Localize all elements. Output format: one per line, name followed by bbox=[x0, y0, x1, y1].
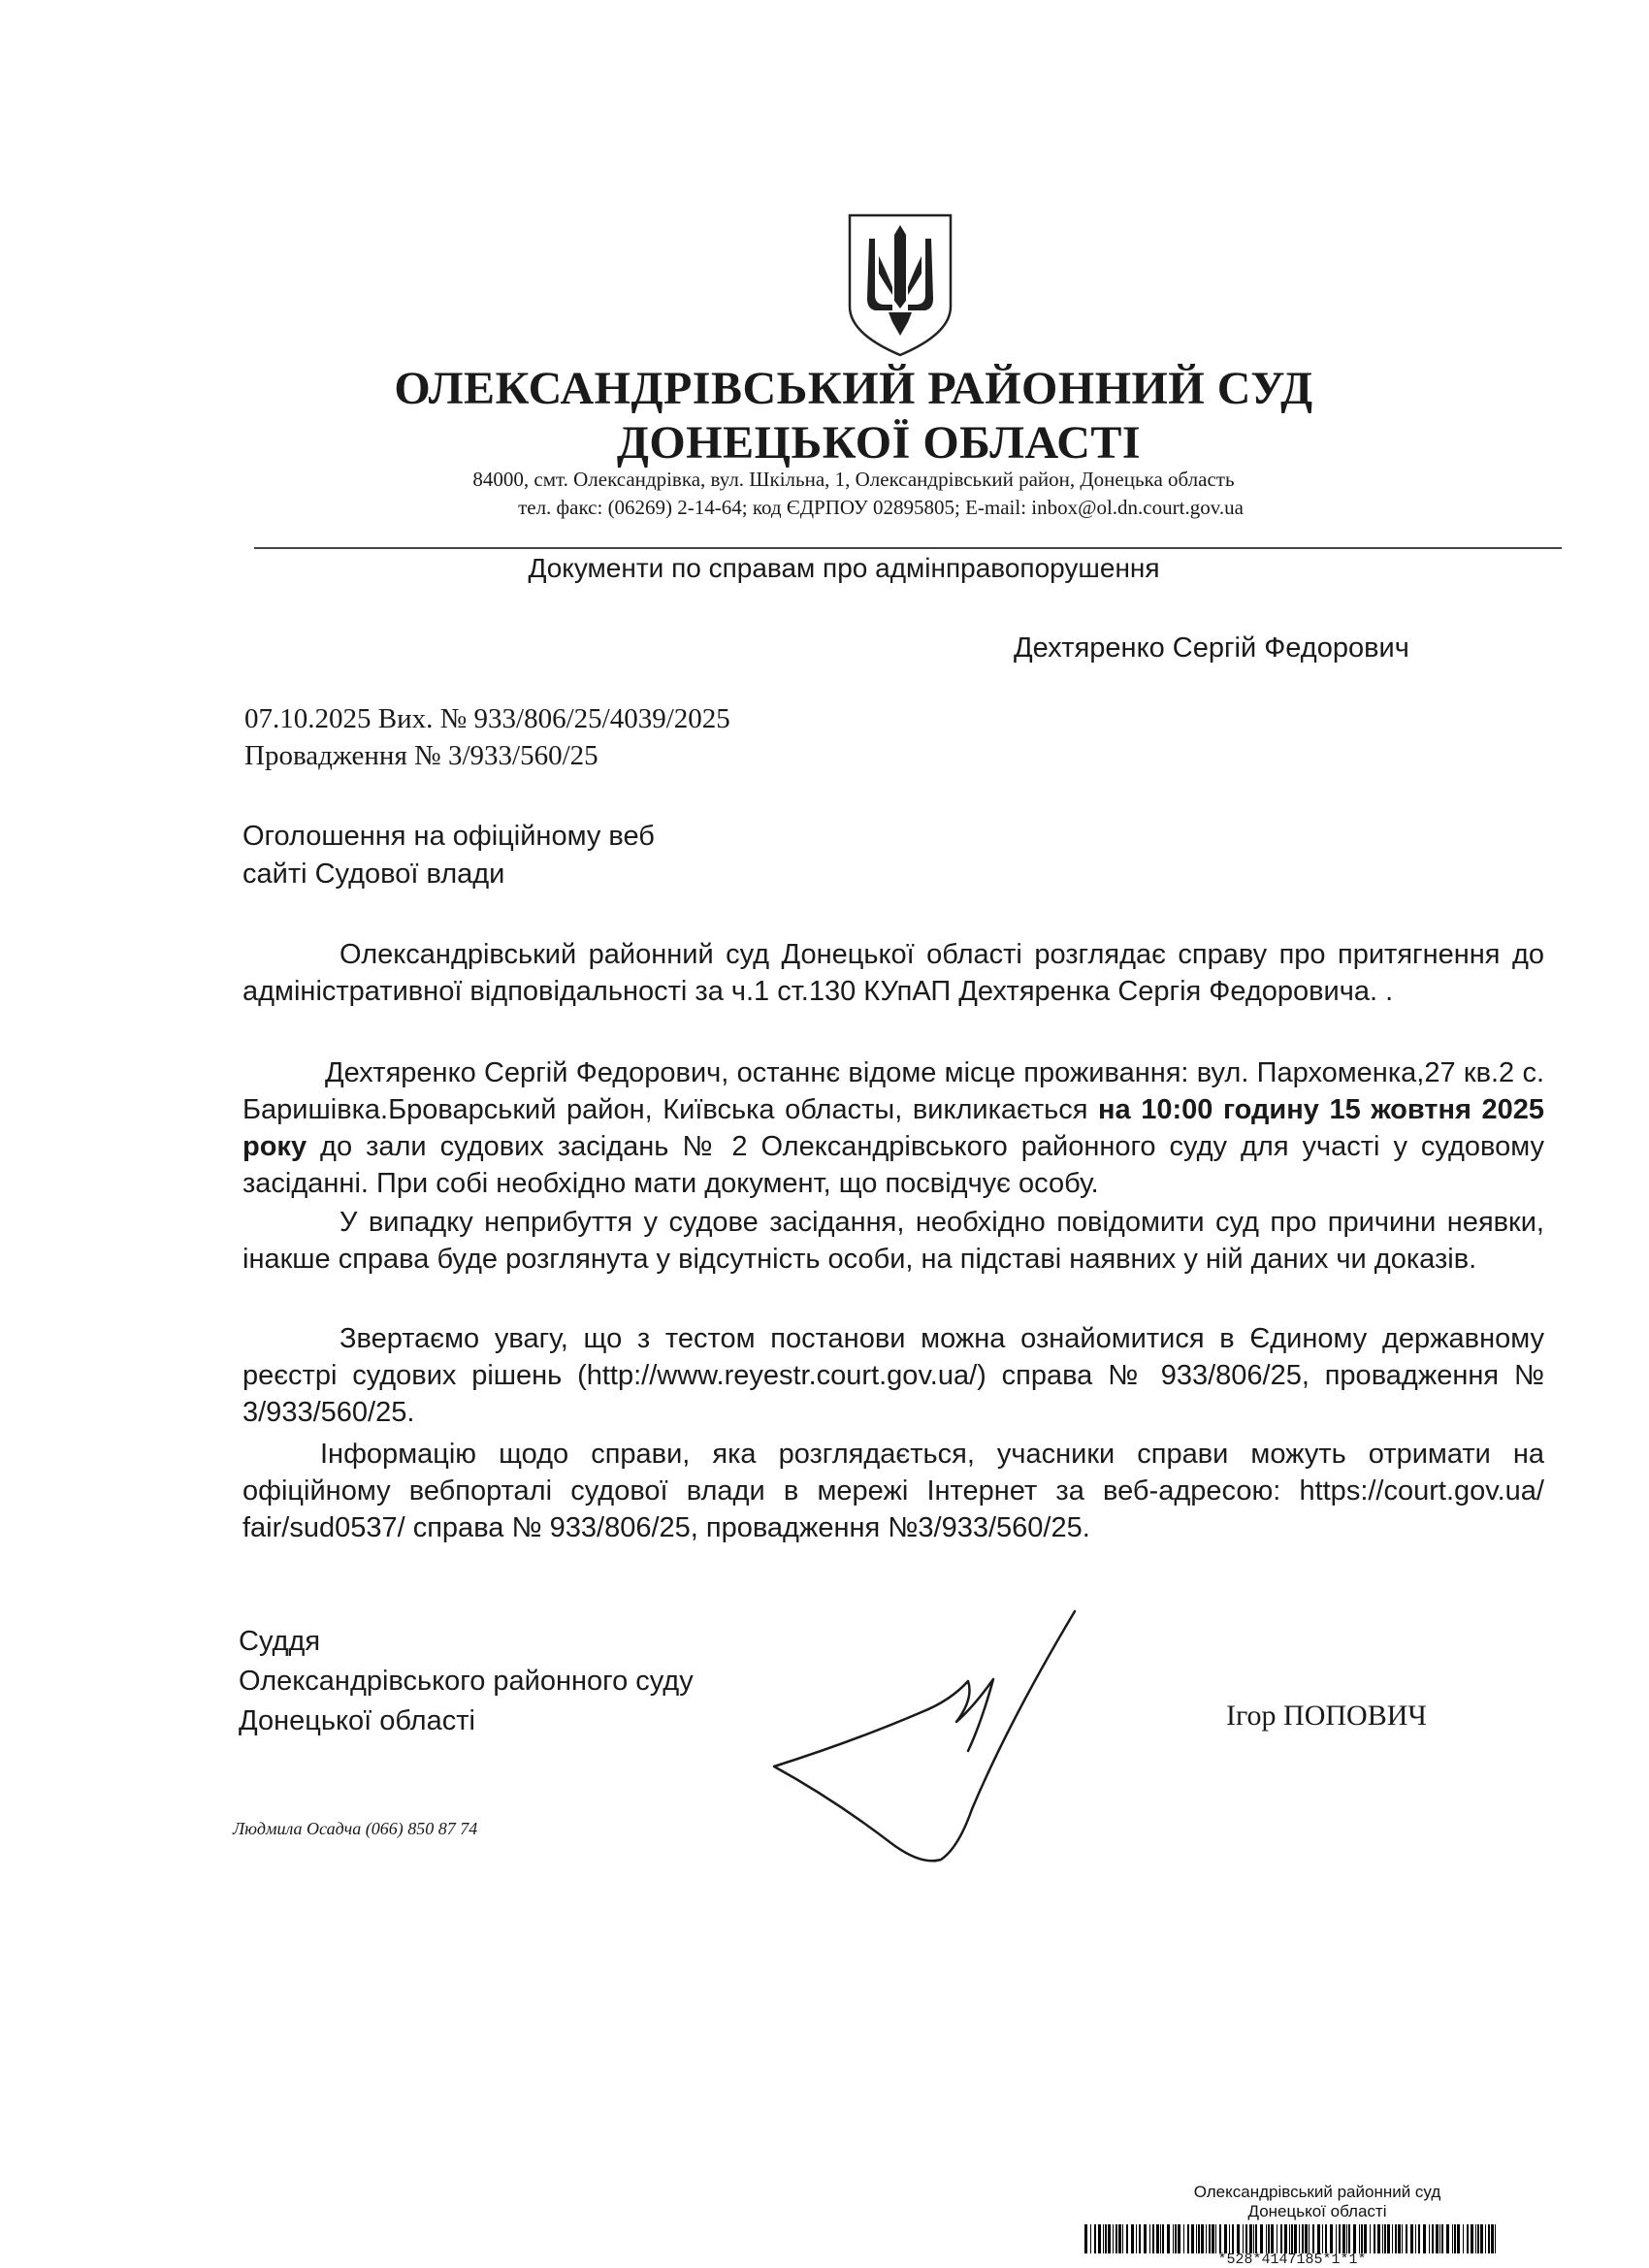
subject bbox=[242, 818, 655, 893]
header-divider bbox=[254, 547, 1562, 549]
court-name-line2: ДОНЕЦЬКОЇ ОБЛАСТІ bbox=[616, 417, 1142, 469]
barcode-number: *528*4147185*1*1* bbox=[1217, 2252, 1367, 2265]
paragraph-2-text-b: до зали судових засідань № 2 Олександрівського районного суду для участі у судовому засіданні. При собі необхідно мати документ, що посвідчує особу. bbox=[242, 1131, 1544, 1199]
stamp-region: Донецької області bbox=[1247, 2202, 1387, 2220]
paragraph-4: Звертаємо увагу, що з тестом постанови можна ознайомитися в Єдиному державному реєстрі судових рішень (http://www.reyestr.court.gov.ua/) справа № 933/806/25, провадження № 3/933/560/25. bbox=[242, 1323, 1544, 1428]
judge-title bbox=[239, 1622, 694, 1741]
judge-title-line3: Донецької області bbox=[239, 1705, 475, 1736]
paragraph-5: Інформацію щодо справи, яка розглядається, учасники справи можуть отримати на офіційному вебпорталі судової влади в мережі Інтернет за веб-адресою: https://court.gov.ua/ fair/sud0537/ справа № 933/806/25, провадження №3/933/560/25. bbox=[242, 1439, 1544, 1543]
barcode bbox=[1084, 2224, 1500, 2253]
paragraph-1: Олександрівський районний суд Донецької області розглядає справу про притягнення до адміністративної відповідальності за ч.1 ст.130 КУпАП Дехтяренка Сергія Федоровича. . bbox=[242, 939, 1544, 1007]
subject-line2: сайті Судової влади bbox=[242, 859, 505, 890]
judge-name: Ігор ПОПОВИЧ bbox=[1226, 1700, 1427, 1732]
trident-coat-of-arms-icon bbox=[846, 211, 954, 359]
court-name-line1: ОЛЕКСАНДРІВСЬКИЙ РАЙОННИЙ СУД bbox=[394, 363, 1313, 414]
stamp-court-name: Олександрівський районний суд bbox=[1193, 2183, 1441, 2201]
handwritten-signature bbox=[766, 1605, 1086, 1867]
subject-line1: Оголошення на офіційному веб bbox=[242, 821, 655, 852]
hearing-date: на 10:00 годину 15 жовтня 2025 року bbox=[242, 1094, 1544, 1162]
proceeding-number: Провадження № 3/933/560/25 bbox=[244, 740, 598, 771]
contact-person: Людмила Осадча (066) 850 87 74 bbox=[233, 1819, 478, 1838]
court-address: 84000, смт. Олександрівка, вул. Шкільна, 1, Олександрівський район, Донецька область bbox=[472, 468, 1235, 491]
document-type: Документи по справам про адмінправопорушення bbox=[528, 553, 1160, 583]
paragraph-2-text-a: Дехтяренко Сергій Федорович, останнє відоме місце проживання: вул. Пархоменка,27 кв.2 с. Баришівка.Броварський район, Київська областы, викликається bbox=[242, 1057, 1544, 1125]
paragraph-2 bbox=[242, 1054, 1544, 1202]
judge-title-line1: Суддя bbox=[239, 1626, 321, 1657]
recipient-name: Дехтяренко Сергій Федорович bbox=[1014, 632, 1409, 664]
court-contacts: тел. факс: (06269) 2-14-64; код ЄДРПОУ 02895805; E-mail: inbox@ol.dn.court.gov.ua bbox=[518, 496, 1244, 519]
outgoing-reference: 07.10.2025 Вих. № 933/806/25/4039/2025 bbox=[244, 703, 730, 734]
paragraph-3: У випадку неприбуття у судове засідання, необхідно повідомити суд про причини неявки, інакше справа буде розглянута у відсутність особи, на підставі наявних у ній даних чи доказів. bbox=[242, 1207, 1544, 1275]
judge-title-line2: Олександрівського районного суду bbox=[239, 1666, 694, 1697]
